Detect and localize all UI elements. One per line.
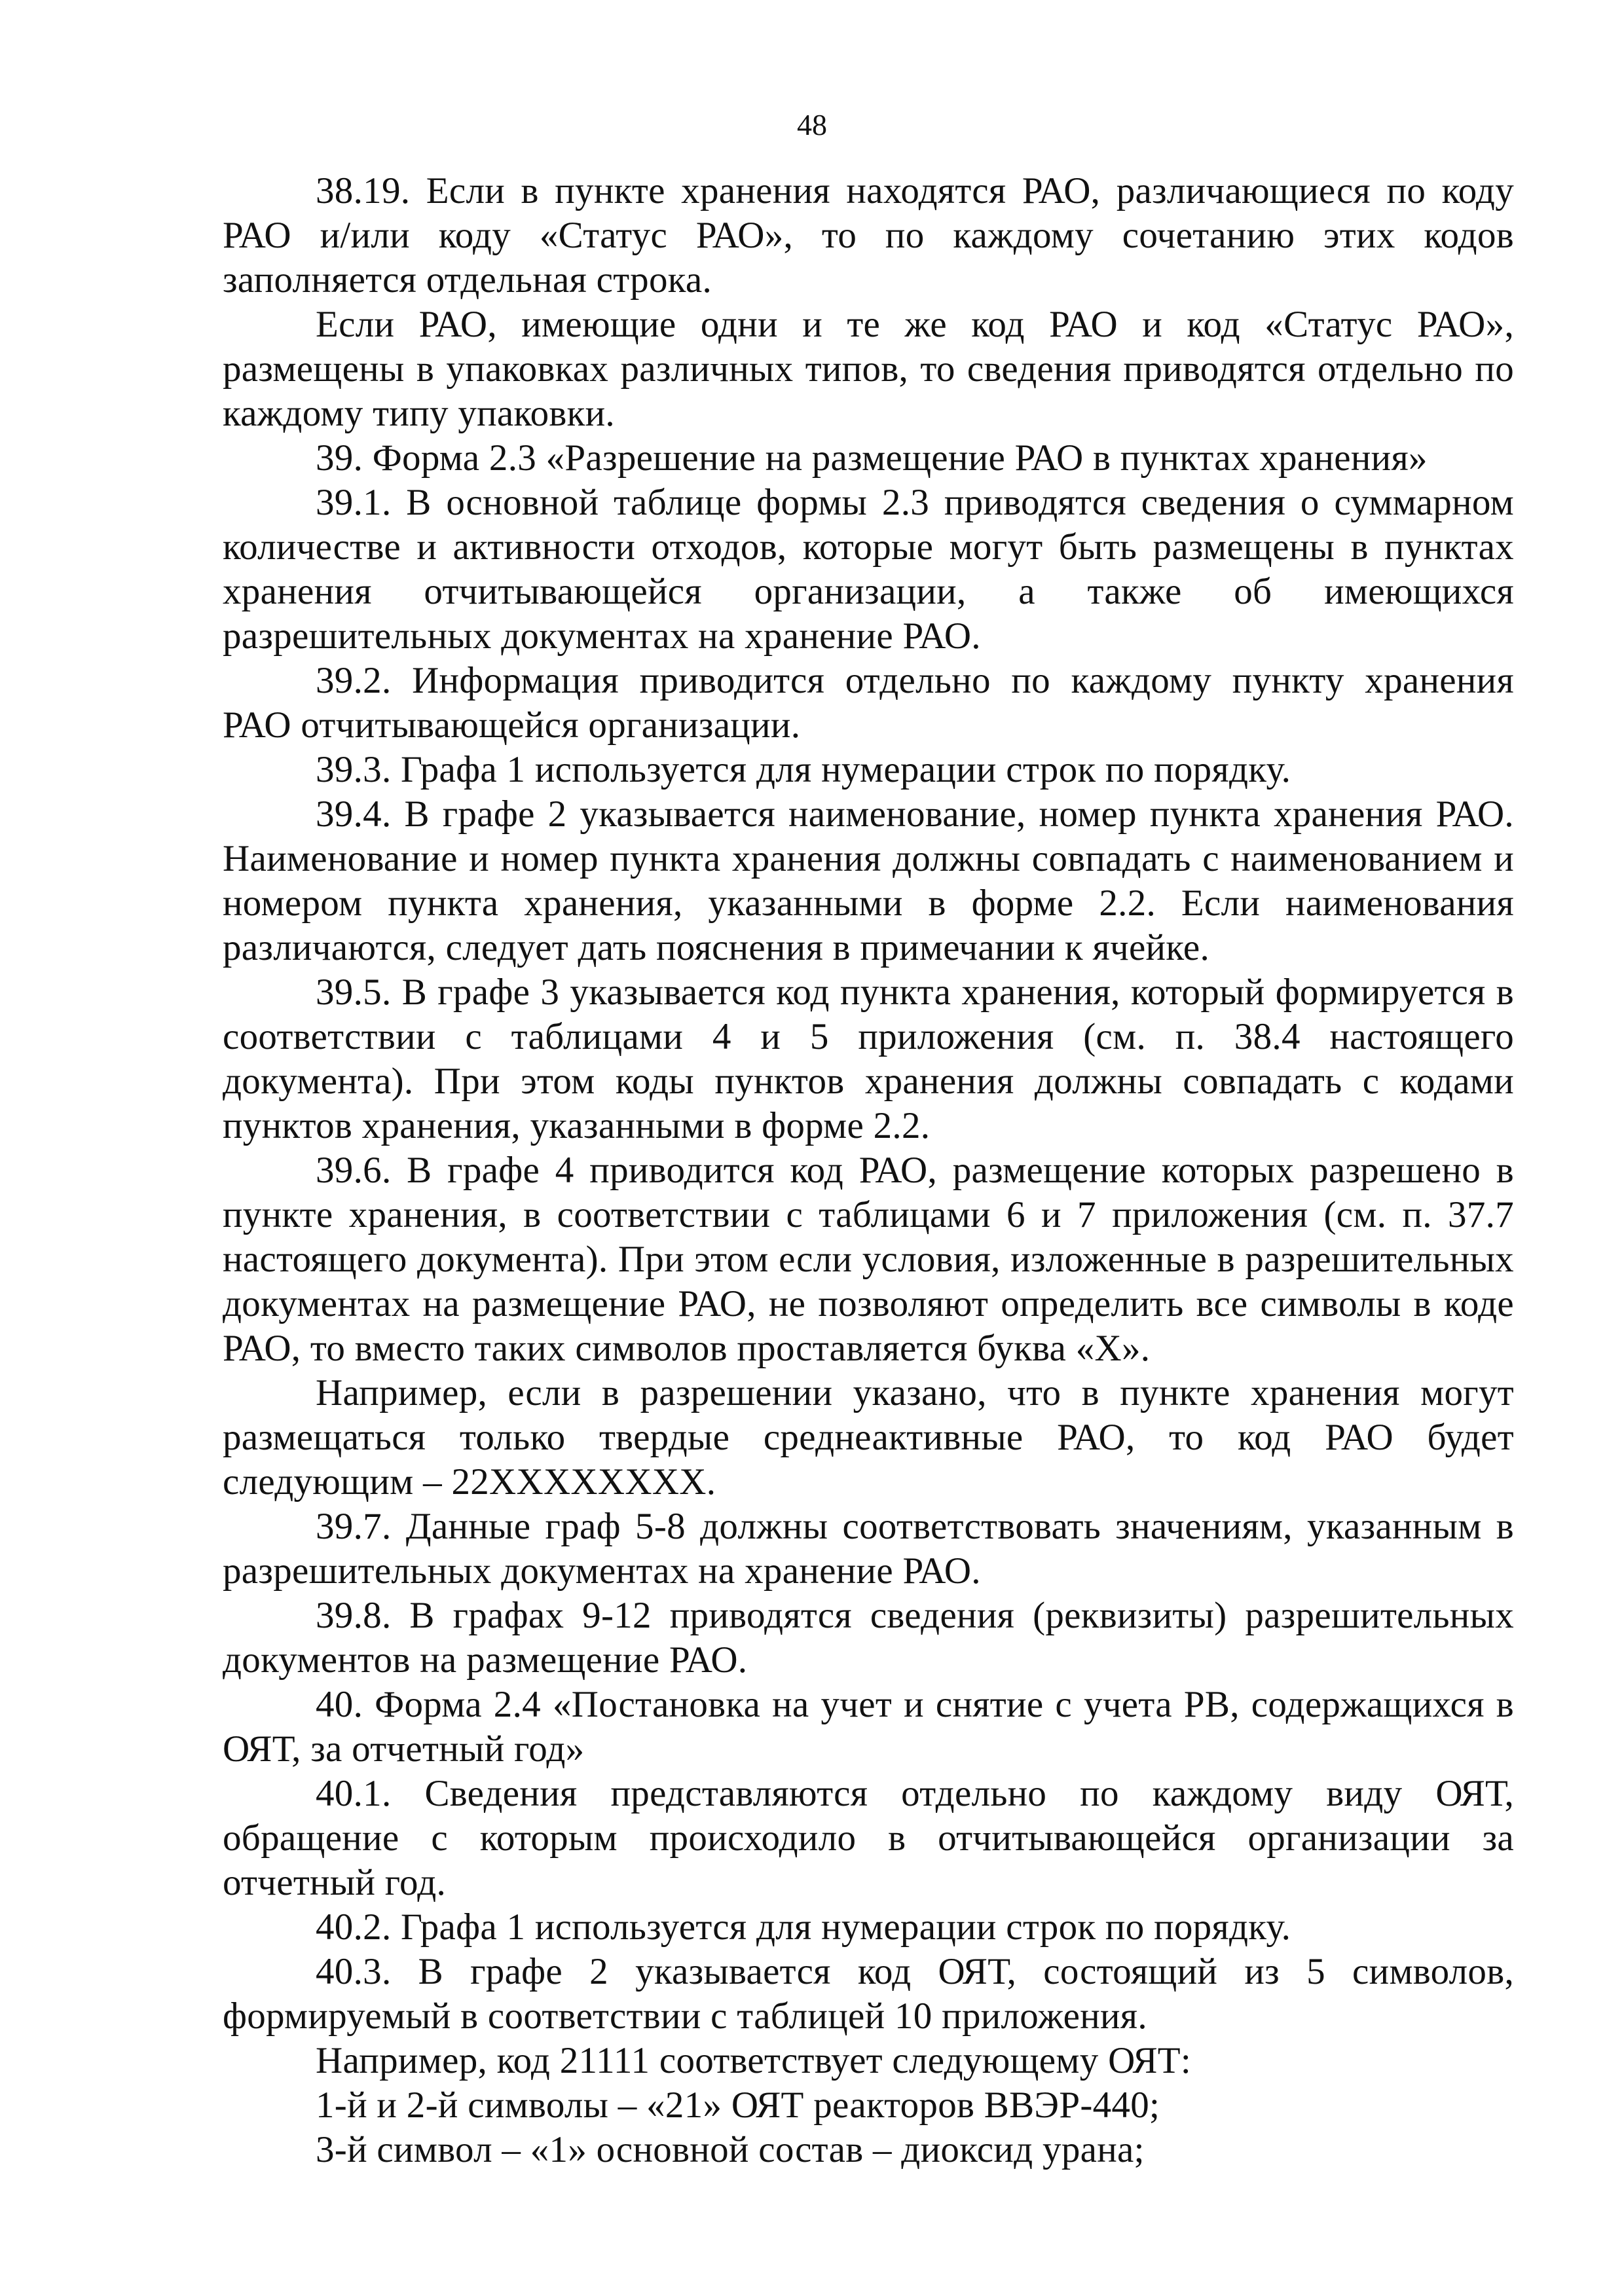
paragraph-39-1: 39.1. В основной таблице формы 2.3 приводятся сведения о суммарном количестве и активности отходов, которые могут быть размещены в пунктах хранения отчитывающейся организации, а также об имеющихся разрешительных документах на хранение РАО.	[223, 482, 1514, 657]
page-number: 48	[797, 108, 827, 141]
heading-form-2-3: 39. Форма 2.3 «Разрешение на размещение РАО в пунктах хранения»	[316, 437, 1428, 479]
paragraph-40-1: 40.1. Сведения представляются отдельно по каждому виду ОЯТ, обращение с которым происходило в отчитывающейся организации за отчетный год.	[223, 1773, 1514, 1903]
paragraph-39-6: 39.6. В графе 4 приводится код РАО, размещение которых разрешено в пункте хранения, в соответствии с таблицами 6 и 7 приложения (см. п. 37.7 настоящего документа). При этом если условия, изложенные в разрешительных документах на размещение РАО, не позволяют определить все символы в коде РАО, то вместо таких символов проставляется буква «Х».	[223, 1150, 1514, 1369]
paragraph-39-2: 39.2. Информация приводится отдельно по каждому пункту хранения РАО отчитывающейся организации.	[223, 660, 1514, 746]
heading-form-2-4: 40. Форма 2.4 «Постановка на учет и снятие с учета РВ, содержащихся в ОЯТ, за отчетный год»	[223, 1684, 1514, 1770]
paragraph-symbols-1-2: 1-й и 2-й символы – «21» ОЯТ реакторов ВВЭР-440;	[316, 2085, 1160, 2126]
paragraph-example-22x: Например, если в разрешении указано, что в пункте хранения могут размещаться только твердые среднеактивные РАО, то код РАО будет следующим – 22ХХХХХХХХ.	[223, 1372, 1514, 1503]
paragraph-39-4: 39.4. В графе 2 указывается наименование, номер пункта хранения РАО. Наименование и номер пункта хранения должны совпадать с наименованием и номером пункта хранения, указанными в форме 2.2. Если наименования различаются, следует дать пояснения в примечании к ячейке.	[223, 793, 1514, 968]
paragraph-40-2: 40.2. Графа 1 используется для нумерации строк по порядку.	[316, 1906, 1291, 1948]
paragraph-symbol-3: 3-й символ – «1» основной состав – диоксид урана;	[316, 2129, 1145, 2170]
paragraph-40-3: 40.3. В графе 2 указывается код ОЯТ, состоящий из 5 символов, формируемый в соответствии с таблицей 10 приложения.	[223, 1951, 1514, 2037]
paragraph-packaging-types: Если РАО, имеющие одни и те же код РАО и код «Статус РАО», размещены в упаковках различных типов, то сведения приводятся отдельно по каждому типу упаковки.	[223, 304, 1514, 434]
paragraph-39-7: 39.7. Данные граф 5-8 должны соответствовать значениям, указанным в разрешительных документах на хранение РАО.	[223, 1506, 1514, 1592]
document-body	[223, 169, 1514, 2172]
paragraph-example-21111: Например, код 21111 соответствует следующему ОЯТ:	[316, 2040, 1192, 2081]
paragraph-38-19: 38.19. Если в пункте хранения находятся РАО, различающиеся по коду РАО и/или коду «Статус РАО», то по каждому сочетанию этих кодов заполняется отдельная строка.	[223, 170, 1514, 301]
paragraph-39-5: 39.5. В графе 3 указывается код пункта хранения, который формируется в соответствии с таблицами 4 и 5 приложения (см. п. 38.4 настоящего документа). При этом коды пунктов хранения должны совпадать с кодами пунктов хранения, указанными в форме 2.2.	[223, 972, 1514, 1146]
paragraph-39-3: 39.3. Графа 1 используется для нумерации строк по порядку.	[316, 749, 1291, 790]
paragraph-39-8: 39.8. В графах 9-12 приводятся сведения (реквизиты) разрешительных документов на размещение РАО.	[223, 1595, 1514, 1681]
